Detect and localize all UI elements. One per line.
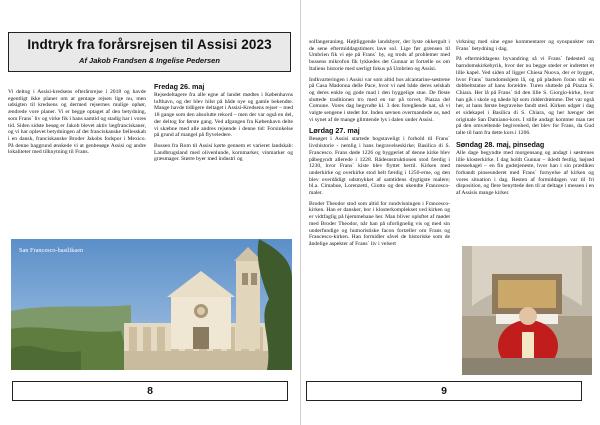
right-col2-paragraph-1: virkning med sine egne kommentarer og synspunkter om Frans´ betydning i dag.	[456, 39, 594, 52]
right-col1-paragraph-1: solfangeranlæg. Højtliggende landsbyer, der lyste okkergult i de sene eftermiddagstimers lave sol. Lige før grænsen til Umbrien fik vi øje på Frans´ by, og trods af problemer med bussens mikrofon fik lykkedes det Gunnar at fortælle os om Italiens historie med særligt fokus på Umbrien og Assisi.	[309, 39, 450, 72]
right-col2-paragraph-2: På eftermiddagens byvandring så vi Frans´ fødested og barndomskirkebyrik, hvor der nu begge steder er indrettet et lille kapel. Ved siden af ligger Chiesa Nuova, der er bygget, hvor Frans´ barndomshjem lå, og på pladsen foran står en dobbeltstatue af hans forældre. Turen sluttede på Piazza S. Chiara. Her lå på Frans´ tid den lille S. Giorgio-kirke, hvor han gik i skole og nåede hjt som ridderdrømme. Det var også her, at hans første begravelse fandt sted. Kirken udgør i dag et sidekapel i Basilica di S. Chiara, og her hænger det originale San Damiano-kors. I stille andagt kommer man tæt på den omvæltende begivenhed, det blev for Frans, da Gud talte til ham fra dette kors i 1206.	[456, 56, 594, 137]
intro-column	[8, 89, 146, 156]
article-byline: Af Jakob Frandsen & Ingelise Pedersen	[79, 56, 220, 65]
article-title: Indtryk fra forårsrejsen til Assisi 2023	[27, 37, 272, 52]
friday-column	[154, 82, 293, 163]
section-heading-friday: Fredag 26. maj	[154, 82, 205, 91]
right-col2-paragraph-3: Alle dage begyndte med morgensang og andagt i søstrenes lille klosterkirke. I dag holdt Gunnar – ikledt festlig, højrød messehagel – en fin gudstjeneste, hvor han i sin prædiken forbandt pinseunderet med Frans´ fornyelse af kirken og vores situation i dag. Resten af formiddagen var til fri disposition, og flere benyttede den til at deltage i messen i en af Assisis mange kirker.	[456, 149, 594, 197]
right-column-1	[309, 39, 450, 248]
church-interior-photo	[462, 246, 592, 375]
basilica-photo	[11, 239, 292, 370]
article-title-box	[8, 32, 291, 72]
page-number-box-right	[306, 381, 582, 401]
church-interior-illustration	[462, 246, 592, 375]
page-number-box-left	[12, 381, 288, 401]
section-heading-sunday: Søndag 28. maj, pinsedag	[456, 139, 545, 149]
right-column-2	[456, 39, 594, 197]
friday-paragraph-2: Bussen fra Rom til Assisi kørte gennem et varieret landskab: Landbrugsland med olivenlunde, kornmarker, vinmarker og græsmager. Større byer med industri og	[154, 142, 293, 163]
right-col1-paragraph-2: Indkvarteringen i Assisi var som altid hos alcantarine-søstrene på Casa Madonna delle Pace, hvor vi nød både deres selskab og deres enkle og gode mad i den hyggelige stue. De fleste sluttede traditionen tro med en tur på torvet, Piazza del Comune. Vores dag begyndte kl. 3 den foregående nat, så vi valgte sengene i stedet for. Inden søvnen overmandede os, nød vi synet af de mange glimtende lys i dalen under Assisi.	[309, 76, 450, 123]
section-heading-saturday: Lørdag 27. maj	[309, 126, 360, 136]
right-col1-paragraph-4: Broder Theodor stod som altid for rundvisningen i Francesco-kirken. Han er dansker, bor i klosterkomplekset ved kirken og er vidtfaglig på hjemmebane her. Man bliver oplsftet af mødet med Broder Theodor, når han på uforlignelig vis og med sin underfundige og humoristiske facon fortæller om Frans og Francesco-kirken. Han formidler såvel de historiske som de åndelige aspekter af Frans´ liv i velsert	[309, 200, 450, 247]
friday-paragraph: Rejsedeltagere fra alle egne af landet mødtes i Københavns lufthavn, og der blev hilst på både nye og gamle bekendte. Mange havde tidligere deltaget i Assisi-Kredsens rejser – med 18 gange som den absolutte rekord – men der var også en del, der deltog for første gang. Ved afgangen fra København delte vi skæbne med alle andres rejsende i denne tid: Forsinkelse på grund af mangel på flyvelederе.	[154, 92, 293, 139]
right-col1-paragraph-3: Besøget i Assisi startede bogstaveligt i forhold til Frans´ livshistorie - nemlig i hans begravelseskirke; Basilica di S. Francesco. Frans døde 1226 og byggeriet af denne kirke blev påbegyndt allerede i 1228. Rådesnstruktionen stod færdig i 1230, hvor Frans´ kiste blev flyttet hertil. Kirken med underkirke og overkirke stod helt færdig i 1250-erne, og den blev overdådigt udsmykket af samtidens dygtigste malere; bl.a. Cimabue, Lorenzetti, Giotto og den ukendte Francesco-maler.	[309, 136, 450, 197]
basilica-photo-illustration	[11, 239, 292, 370]
page-number-left: 8	[147, 385, 153, 397]
intro-paragraph: Vi deltog i Assisi-kredsens efterårsrejse i 2018 og havde egentligt ikke planer om at gentage rejsen lige nu, men udsigten til kredsens og dermed rejsernes mulige ophør, ændrede vore planer. Vi er begge optaget af den betydning, som Frans´ liv og virke fik i hans samtid og stadig har i vores tid. Siden sidste besøg er Jakob blevet aktiv lægfranciskaner, og vi har oplevet betydningen af det franciskanske fællesskab i en dansk, franciskanske Broder Jakobs fodspor i Mexico. På denne baggrund ønskede vi at genbesøge Assisi og andre lokaliteter med tilknytning til Frans.	[8, 89, 146, 156]
page-number-right: 9	[441, 385, 447, 397]
photo-caption: San Francesco-basilikaen	[19, 247, 84, 254]
